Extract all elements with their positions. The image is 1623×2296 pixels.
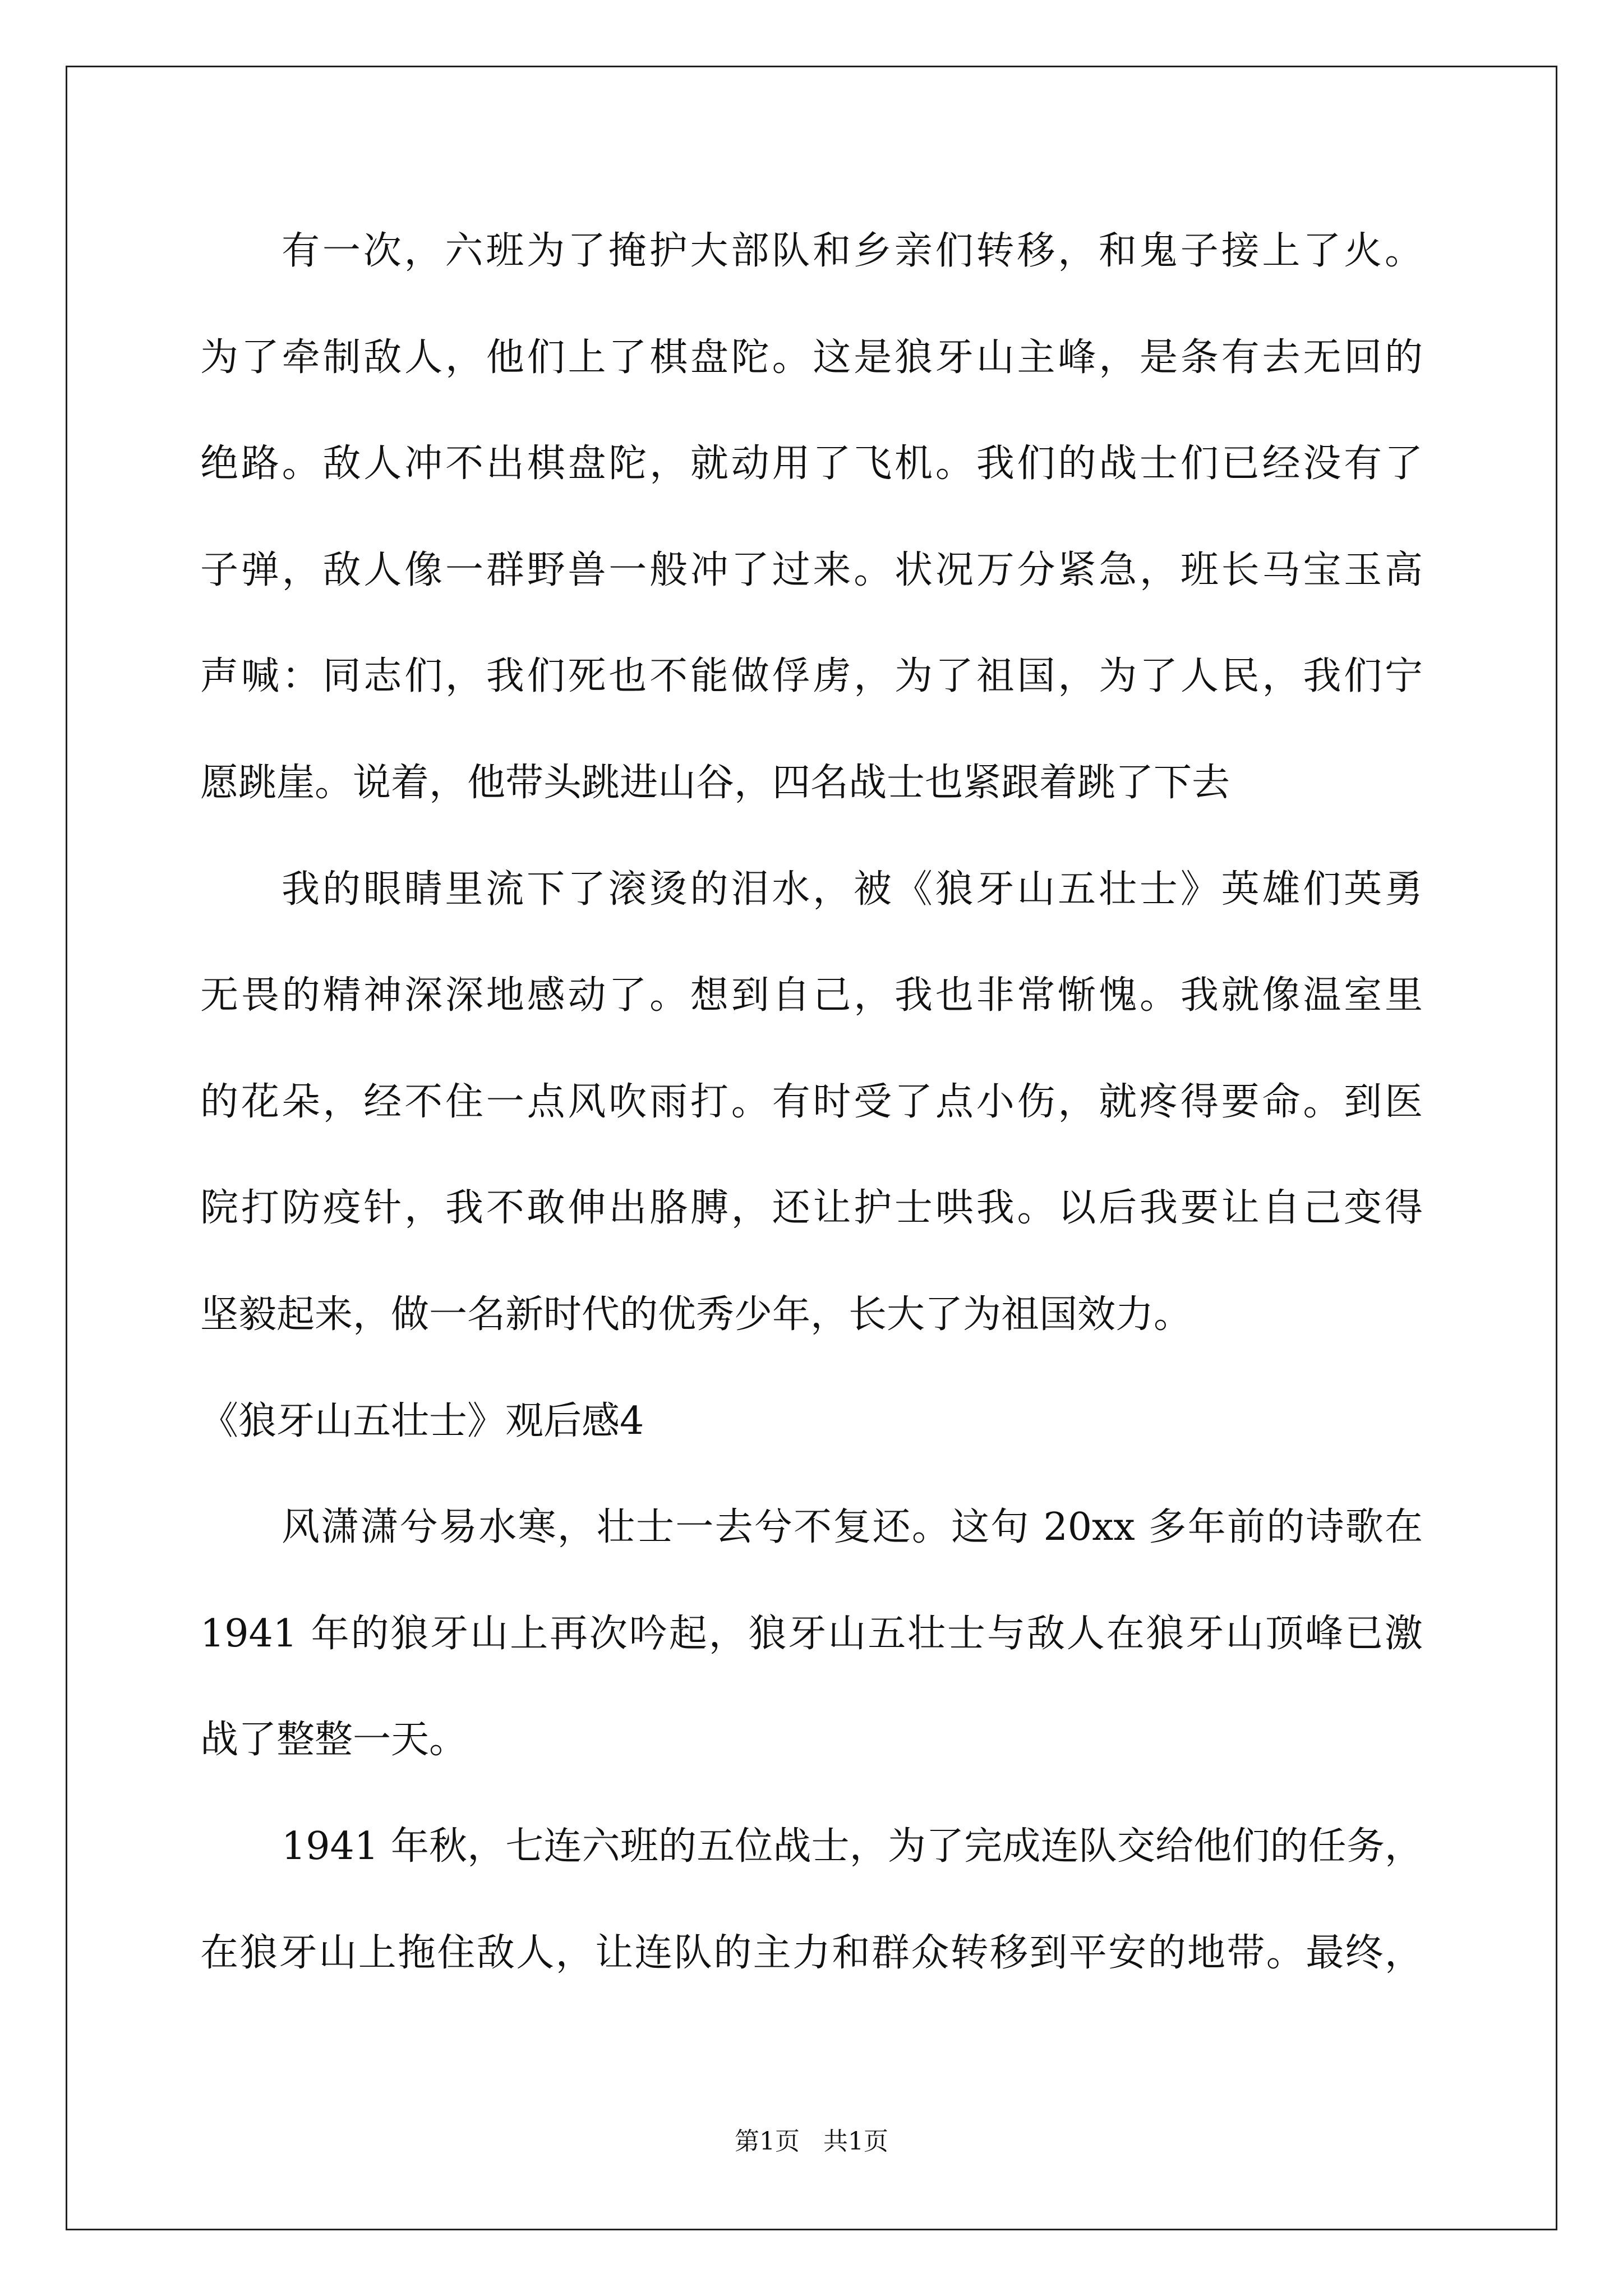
- section-heading: 《狼牙山五壮士》观后感4: [200, 1398, 644, 1443]
- text-line: 1941 年的狼牙山上再次吟起，狼牙山五壮士与敌人在狼牙山顶峰已激: [200, 1611, 1423, 1656]
- text-line: 的花朵，经不住一点风吹雨打。有时受了点小伤，就疼得要命。到医: [200, 1079, 1423, 1124]
- page-number-footer: 第1页 共1页: [735, 2127, 888, 2156]
- paragraph-1: [200, 198, 1423, 836]
- text-line: 愿跳崖。说着，他带头跳进山谷，四名战士也紧跟着跳了下去: [200, 760, 1230, 805]
- text-line: 院打防疫针，我不敢伸出胳膊，还让护士哄我。以后我要让自己变得: [200, 1186, 1423, 1231]
- text-line: 有一次，六班为了掩护大部队和乡亲们转移，和鬼子接上了火。: [282, 229, 1423, 273]
- text-line: 绝路。敌人冲不出棋盘陀，就动用了飞机。我们的战士们已经没有了: [200, 441, 1423, 486]
- paragraph-3: [200, 1474, 1423, 1793]
- paragraph-2: [200, 836, 1423, 1368]
- document-body: [200, 198, 1423, 2006]
- text-line: 风潇潇兮易水寒，壮士一去兮不复还。这句 20xx 多年前的诗歌在: [282, 1505, 1423, 1550]
- text-line: 子弹，敌人像一群野兽一般冲了过来。状况万分紧急，班长马宝玉高: [200, 547, 1423, 592]
- text-line: 坚毅起来，做一名新时代的优秀少年，长大了为祖国效力。: [200, 1292, 1192, 1337]
- text-line: 为了牵制敌人，他们上了棋盘陀。这是狼牙山主峰，是条有去无回的: [200, 335, 1423, 380]
- text-line: 我的眼睛里流下了滚烫的泪水，被《狼牙山五壮士》英雄们英勇: [282, 867, 1423, 912]
- paragraph-4: [200, 1793, 1423, 2006]
- text-line: 无畏的精神深深地感动了。想到自己，我也非常惭愧。我就像温室里: [200, 973, 1423, 1018]
- text-line: 在狼牙山上拖住敌人，让连队的主力和群众转移到平安的地带。最终，: [200, 1930, 1423, 1975]
- text-line: 战了整整一天。: [200, 1718, 468, 1763]
- text-line: 1941 年秋，七连六班的五位战士，为了完成连队交给他们的任务，: [282, 1824, 1423, 1869]
- text-line: 声喊：同志们，我们死也不能做俘虏，为了祖国，为了人民，我们宁: [200, 654, 1423, 699]
